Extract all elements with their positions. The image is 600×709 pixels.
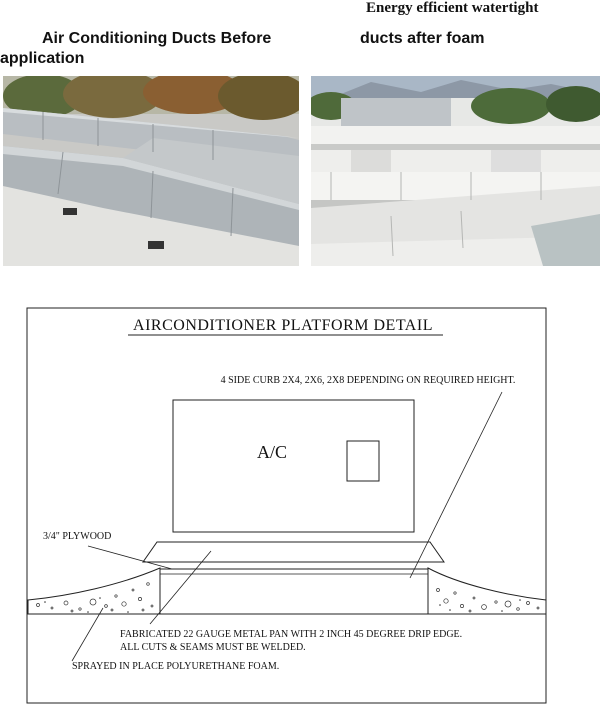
foam-left: [28, 568, 160, 614]
detail-title: AIRCONDITIONER PLATFORM DETAIL: [133, 317, 433, 334]
before-caption-line1: Air Conditioning Ducts Before: [42, 30, 272, 47]
platform-detail-drawing: [0, 300, 600, 709]
ac-unit: [173, 400, 414, 532]
foam-right: [428, 568, 546, 614]
foam-leader-line: [72, 608, 103, 661]
plywood-label: 3/4" PLYWOOD: [43, 531, 112, 542]
after-caption-line2: ducts after foam: [360, 30, 485, 47]
before-photo: [3, 76, 299, 266]
before-caption-line2: application: [0, 50, 85, 67]
ac-panel: [347, 441, 379, 481]
plywood-leader-line: [88, 546, 172, 569]
pan-note-line2: ALL CUTS & SEAMS MUST BE WELDED.: [120, 642, 306, 653]
foam-note: SPRAYED IN PLACE POLYURETHANE FOAM.: [72, 661, 280, 672]
rooftop-ducts-after-icon: [311, 76, 600, 266]
pan-note-line1: FABRICATED 22 GAUGE METAL PAN WITH 2 INCH 45 DEGREE DRIP EDGE.: [120, 629, 463, 640]
plywood-sheet: [143, 542, 444, 562]
curb-box: [160, 569, 428, 614]
ac-unit-label: A/C: [256, 442, 288, 462]
rooftop-ducts-before-icon: [3, 76, 299, 266]
curb-leader-line: [410, 392, 502, 578]
curb-note: 4 SIDE CURB 2X4, 2X6, 2X8 DEPENDING ON REQUIRED HEIGHT.: [220, 375, 516, 386]
after-photo: [311, 76, 600, 266]
after-caption-line1: Energy efficient watertight: [366, 0, 539, 16]
